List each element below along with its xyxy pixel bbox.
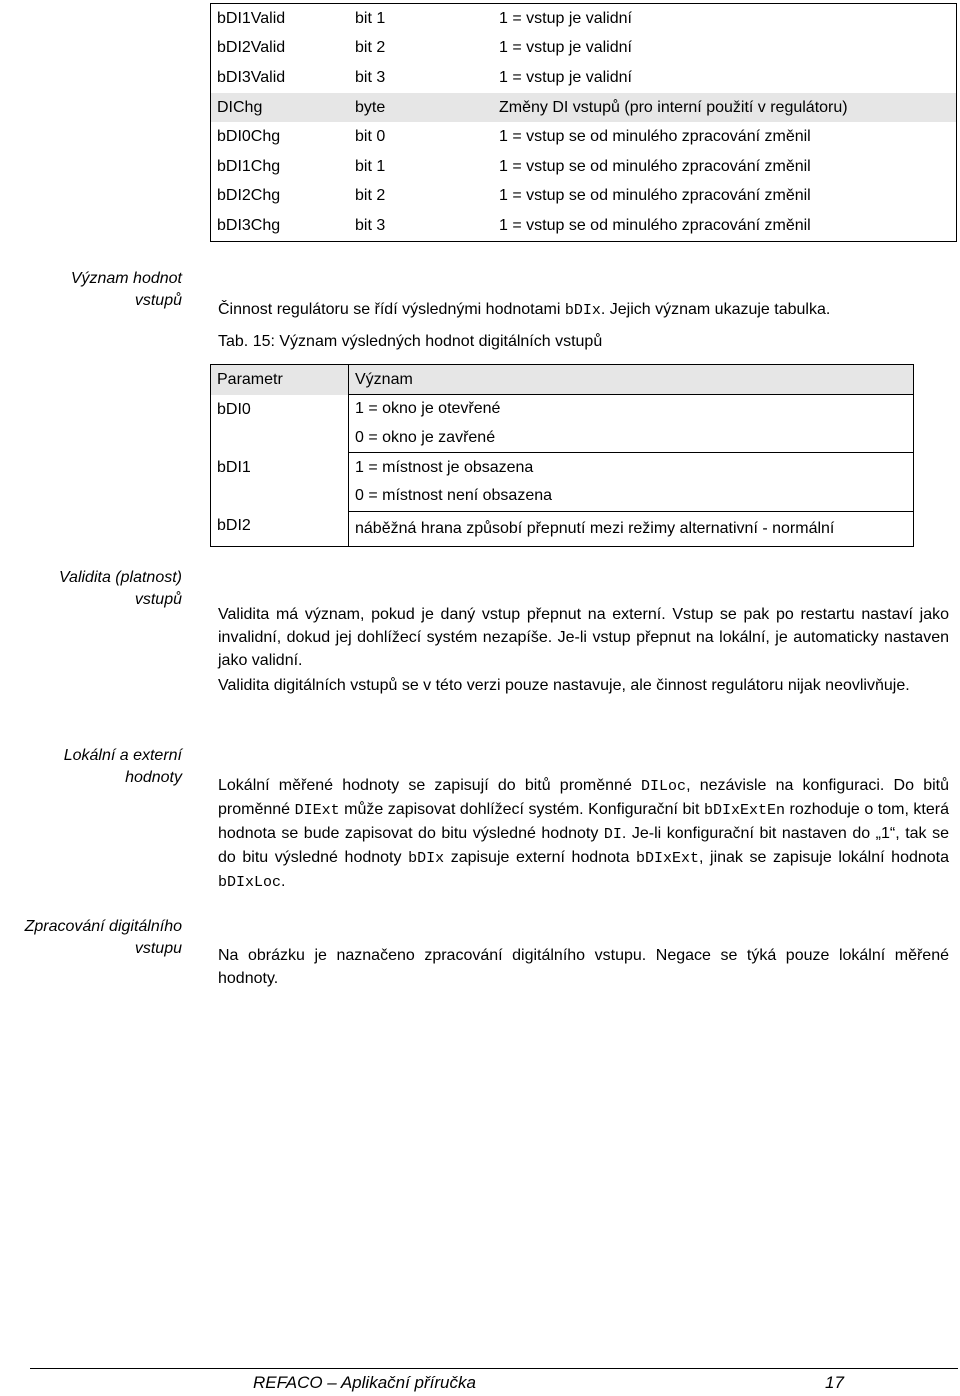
variable-type-cell: bit 1 [355, 9, 386, 27]
variable-desc-cell: 1 = vstup se od minulého zpracování změnil [499, 187, 811, 205]
variable-name-cell: bDI3Chg [217, 216, 281, 234]
variable-name-cell: bDI3Valid [217, 68, 286, 86]
side-heading-line: Zpracování digitálního [24, 918, 182, 935]
side-heading-line: hodnoty [125, 769, 182, 786]
code-bdix: bDIx [564, 302, 601, 319]
meaning-cell: 1 = místnost je obsazena [349, 453, 914, 482]
variable-name-cell: bDI0Chg [217, 128, 281, 146]
parameter-cell: bDI1 [211, 453, 349, 511]
variable-type-cell: byte [349, 93, 493, 123]
side-heading-line: vstupu [134, 940, 182, 957]
side-heading-local [0, 745, 182, 789]
code-diext: DIExt [294, 802, 340, 819]
table-row [211, 122, 957, 152]
variable-table [210, 3, 957, 242]
side-heading-line: vstupů [134, 591, 182, 608]
footer-divider [30, 1368, 958, 1369]
table-row [211, 4, 957, 34]
variable-name-cell: bDI2Chg [217, 187, 281, 205]
variable-desc-cell: 1 = vstup se od minulého zpracování změnil [499, 216, 811, 234]
meaning-cell: 1 = okno je otevřené [349, 395, 914, 424]
side-heading-meaning [0, 268, 182, 312]
side-heading-validity [0, 567, 182, 611]
local-paragraph: Lokální měřené hodnoty se zapisují do bitů proměnné DILoc, nezávisle na konfiguraci. Do bitů proměnné DIExt může zapisovat dohlížecí systém. Konfigurační bit bDIxExtEn rozhoduje o tom, která hodnota se bude zapisovat do bitu výsledné hodnoty DI. Je-li konfigurační bit nastaven do „1“, tak se do bitu výsledné hodnoty bDIx zapisuje externí hodnota bDIxExt, jinak se zapisuje lokální hodnota bDIxLoc. [218, 777, 950, 891]
table-header-parameter: Parametr [211, 365, 349, 395]
processing-paragraph: Na obrázku je naznačeno zpracování digitálního vstupu. Negace se týká pouze lokální měřené hodnoty. [218, 947, 949, 987]
parameter-cell: bDI2 [211, 511, 349, 546]
code-bdix: bDIx [408, 850, 445, 867]
variable-desc-cell: 1 = vstup se od minulého zpracování změnil [499, 157, 811, 175]
variable-desc-cell: 1 = vstup se od minulého zpracování změnil [499, 128, 811, 146]
code-di: DI [603, 826, 622, 843]
variable-name-cell: DIChg [211, 93, 350, 123]
parameter-cell: bDI0 [211, 395, 349, 453]
code-bdixexten: bDIxExtEn [703, 802, 785, 819]
validity-paragraph-2: Validita digitálních vstupů se v této verzi pouze nastavuje, ale činnost regulátoru nijak neovlivňuje. [218, 677, 910, 694]
table-row [211, 211, 957, 241]
footer-title: REFACO – Aplikační příručka [253, 1373, 476, 1392]
table-row [211, 453, 914, 482]
table-row [211, 34, 957, 64]
variable-name-cell: bDI2Valid [217, 39, 286, 57]
variable-type-cell: bit 3 [355, 216, 386, 234]
variable-name-cell: bDI1Valid [217, 9, 286, 27]
table-header-meaning: Význam [349, 365, 914, 395]
side-heading-line: Význam hodnot [70, 270, 182, 287]
variable-desc-cell: Změny DI vstupů (pro interní použití v regulátoru) [493, 93, 957, 123]
meaning-cell: 0 = okno je zavřené [355, 429, 496, 447]
variable-desc-cell: 1 = vstup je validní [499, 9, 632, 27]
variable-type-cell: bit 3 [355, 68, 386, 86]
code-diloc: DILoc [641, 778, 687, 795]
variable-desc-cell: 1 = vstup je validní [499, 68, 632, 86]
table-row [211, 93, 957, 123]
table-row [211, 511, 914, 546]
variable-type-cell: bit 1 [355, 157, 386, 175]
side-heading-processing [0, 916, 182, 960]
variable-type-cell: bit 2 [355, 187, 386, 205]
table-row [211, 182, 957, 212]
meaning-paragraph: Činnost regulátoru se řídí výslednými hodnotami bDIx. Jejich význam ukazuje tabulka. [218, 301, 831, 319]
variable-desc-cell: 1 = vstup je validní [499, 39, 632, 57]
footer-page-number: 17 [825, 1373, 844, 1392]
meaning-cell: náběžná hrana způsobí přepnutí mezi režimy alternativní - normální [349, 511, 914, 546]
meaning-cell: 0 = místnost není obsazena [355, 487, 553, 505]
variable-type-cell: bit 0 [355, 128, 386, 146]
side-heading-line: Lokální a externí [63, 747, 182, 764]
table-row [211, 63, 957, 93]
validity-paragraph-1: Validita má význam, pokud je daný vstup přepnut na externí. Vstup se pak po restartu nastaví jako invalidní, dokud jej dohlížecí systém nezapíše. Je-li vstup přepnut na lokální, je automaticky nastaven jako validní. [218, 606, 949, 669]
side-heading-line: Validita (platnost) [58, 569, 182, 586]
side-heading-line: vstupů [134, 292, 182, 309]
variable-name-cell: bDI1Chg [217, 157, 281, 175]
meaning-table [210, 364, 914, 547]
table-caption: Tab. 15: Význam výsledných hodnot digitálních vstupů [218, 333, 603, 350]
variable-type-cell: bit 2 [355, 39, 386, 57]
table-row [211, 395, 914, 424]
code-bdixloc: bDIxLoc [218, 874, 282, 891]
table-row [211, 152, 957, 182]
code-bdixext: bDIxExt [635, 850, 699, 867]
